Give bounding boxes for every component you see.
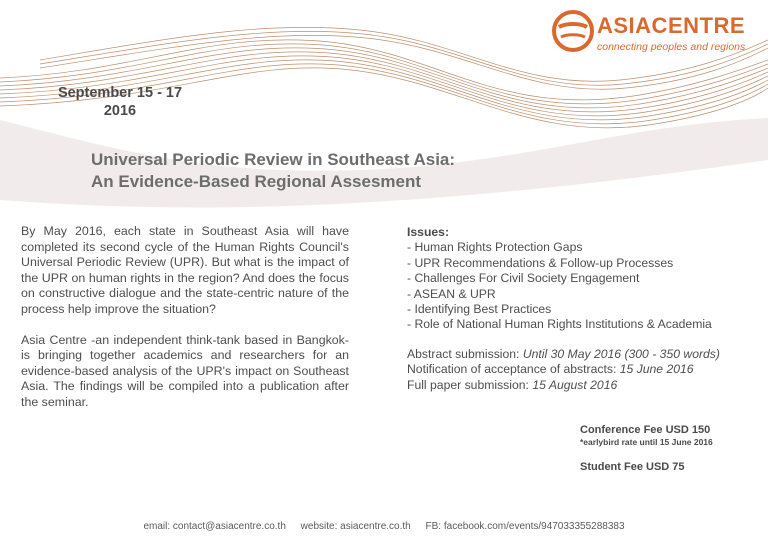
brand-name: ASIACENTRE [597, 13, 746, 38]
intro-paragraph-2: Asia Centre -an independent think-tank based in Bangkok- is bringing together academics and researchers for an evidence-based analysis of the UPR's impact on Southeast Asia. The findings will be compiled into a publication after the seminar. [21, 332, 349, 409]
abstract-value: Until 30 May 2016 (300 - 350 words) [522, 346, 720, 361]
event-dates-line2: 2016 [103, 103, 137, 119]
contact-footer [0, 521, 768, 532]
event-dates [30, 84, 210, 120]
issues-list [407, 240, 759, 332]
footer-facebook[interactable]: FB: facebook.com/events/947033355288383 [425, 521, 625, 532]
issue-item: - Identifying Best Practices [407, 302, 552, 317]
issue-item: - Human Rights Protection Gaps [407, 240, 583, 255]
issues-heading: Issues: [407, 225, 450, 239]
footer-website[interactable]: website: asiacentre.co.th [300, 521, 411, 532]
issue-item: - Challenges For Civil Society Engagement [407, 271, 640, 286]
issue-item: - Role of National Human Rights Institutions & Academia [407, 317, 712, 332]
abstract-label: Abstract submission: [407, 346, 523, 361]
earlybird-note: *earlybird rate until 15 June 2016 [580, 437, 713, 447]
globe-logo-icon [552, 10, 594, 52]
fees-block [580, 424, 760, 473]
intro-paragraph-1: By May 2016, each state in Southeast Asia will have completed its second cycle of the Human Rights Council's Universal Periodic Review (UPR). But what is the impact of the UPR on human rights in the region? And does the focus on constructive dialogue and the state-centric nature of the process help improve the situation? [21, 224, 349, 316]
fullpaper-deadline [407, 378, 759, 393]
footer-email[interactable]: email: contact@asiacentre.co.th [143, 521, 286, 532]
notification-deadline [407, 362, 759, 377]
event-title-line1: Universal Periodic Review in Southeast Asia: [91, 150, 456, 169]
fullpaper-label: Full paper submission: [407, 377, 533, 392]
issue-item: - ASEAN & UPR [407, 286, 496, 301]
conference-fee: Conference Fee USD 150 [580, 424, 711, 436]
issues-column [407, 225, 759, 393]
notification-value: 15 June 2016 [619, 362, 694, 377]
notification-label: Notification of acceptance of abstracts: [407, 362, 620, 377]
brand-tagline: connecting peoples and regions [597, 41, 746, 53]
event-dates-line1: September 15 - 17 [57, 85, 183, 101]
intro-column [21, 224, 349, 426]
event-title-line2: An Evidence-Based Regional Assesment [91, 172, 422, 191]
fullpaper-value: 15 August 2016 [532, 377, 618, 392]
event-title [91, 149, 455, 193]
asiacentre-logo [552, 8, 762, 58]
submission-deadlines [407, 347, 759, 393]
issue-item: - UPR Recommendations & Follow-up Processes [407, 255, 674, 270]
abstract-deadline [407, 347, 759, 362]
student-fee: Student Fee USD 75 [580, 461, 685, 473]
